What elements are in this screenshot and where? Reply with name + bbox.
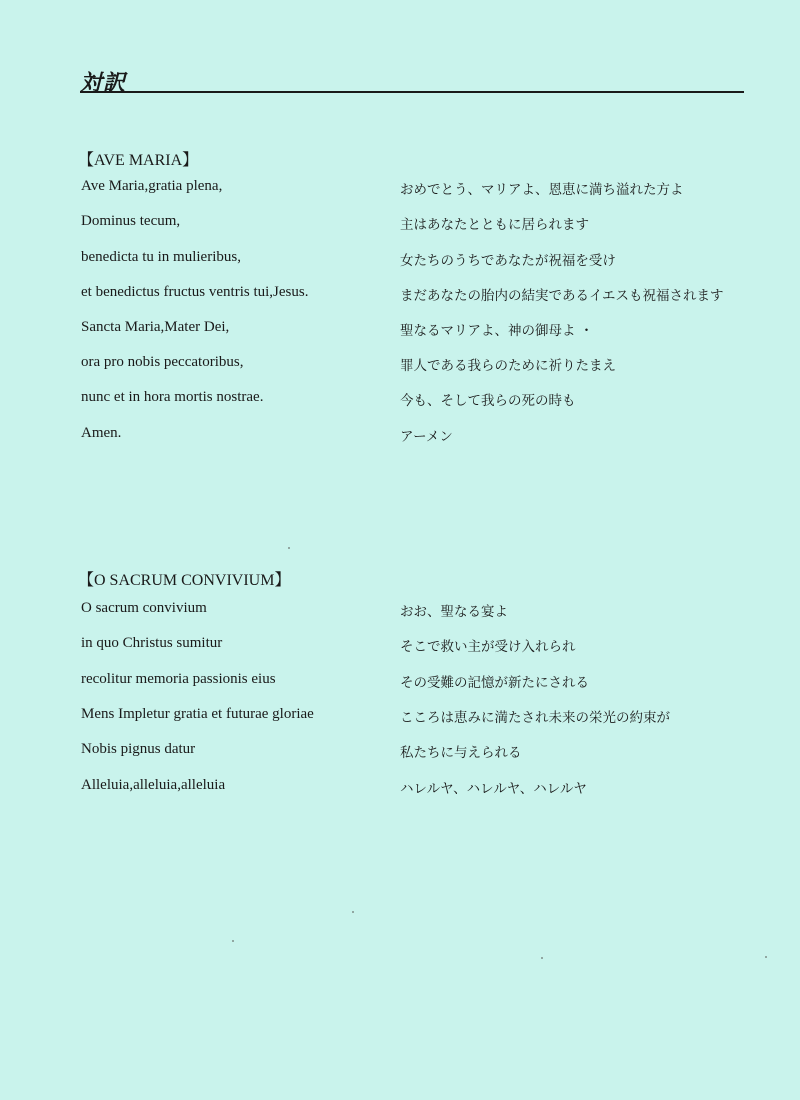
text-line — [0, 706, 800, 730]
section-heading: 【O SACRUM CONVIVIUM】 — [78, 572, 291, 589]
latin-text: Mens Impletur gratia et futurae gloriae — [81, 706, 314, 722]
text-line — [0, 178, 800, 202]
japanese-translation: そこで救い主が受け入れられ — [400, 639, 576, 655]
title-underline — [80, 91, 744, 93]
latin-text: Nobis pignus datur — [81, 741, 196, 757]
latin-text: benedicta tu in mulieribus, — [81, 249, 241, 265]
latin-text: Ave Maria,gratia plena, — [81, 178, 223, 194]
text-line — [0, 671, 800, 695]
japanese-translation: 主はあなたとともに居られます — [400, 217, 589, 233]
latin-text: Sancta Maria,Mater Dei, — [81, 319, 230, 335]
latin-text: recolitur memoria passionis eius — [81, 671, 276, 687]
page-title: 対訳 — [80, 70, 127, 95]
text-line — [0, 635, 800, 659]
paper-speck — [352, 911, 354, 913]
paper-speck — [288, 547, 290, 549]
latin-text: et benedictus fructus ventris tui,Jesus. — [81, 284, 309, 300]
latin-text: O sacrum convivium — [81, 600, 207, 616]
text-line — [0, 284, 800, 308]
text-line — [0, 425, 800, 449]
japanese-translation: 聖なるマリアよ、神の御母よ ・ — [400, 323, 594, 339]
paper-speck — [765, 956, 767, 958]
text-line — [0, 777, 800, 801]
japanese-translation: まだあなたの胎内の結実であるイエスも祝福されます — [400, 288, 724, 304]
japanese-translation: 私たちに与えられる — [400, 745, 522, 761]
text-line — [0, 249, 800, 273]
text-line — [0, 389, 800, 413]
paper-speck — [232, 940, 234, 942]
text-line — [0, 354, 800, 378]
japanese-translation: 罪人である我らのために祈りたまえ — [400, 358, 616, 374]
text-line — [0, 319, 800, 343]
latin-text: Dominus tecum, — [81, 213, 181, 229]
latin-text: Alleluia,alleluia,alleluia — [81, 777, 226, 793]
text-line — [0, 213, 800, 237]
latin-text: in quo Christus sumitur — [81, 635, 223, 651]
paper-speck — [541, 957, 543, 959]
japanese-translation: 女たちのうちであなたが祝福を受け — [400, 253, 616, 269]
japanese-translation: その受難の記憶が新たにされる — [400, 675, 589, 691]
section-heading: 【AVE MARIA】 — [78, 152, 199, 169]
text-line — [0, 741, 800, 765]
latin-text: nunc et in hora mortis nostrae. — [81, 389, 264, 405]
japanese-translation: おお、聖なる宴よ — [400, 604, 508, 620]
japanese-translation: ハレルヤ、ハレルヤ、ハレルヤ — [400, 781, 587, 797]
japanese-translation: 今も、そして我らの死の時も — [400, 393, 576, 409]
japanese-translation: アーメン — [400, 429, 453, 445]
japanese-translation: こころは恵みに満たされ未来の栄光の約束が — [400, 710, 670, 726]
text-line — [0, 600, 800, 624]
latin-text: ora pro nobis peccatoribus, — [81, 354, 244, 370]
latin-text: Amen. — [81, 425, 122, 441]
japanese-translation: おめでとう、マリアよ、恩恵に満ち溢れた方よ — [400, 182, 684, 198]
